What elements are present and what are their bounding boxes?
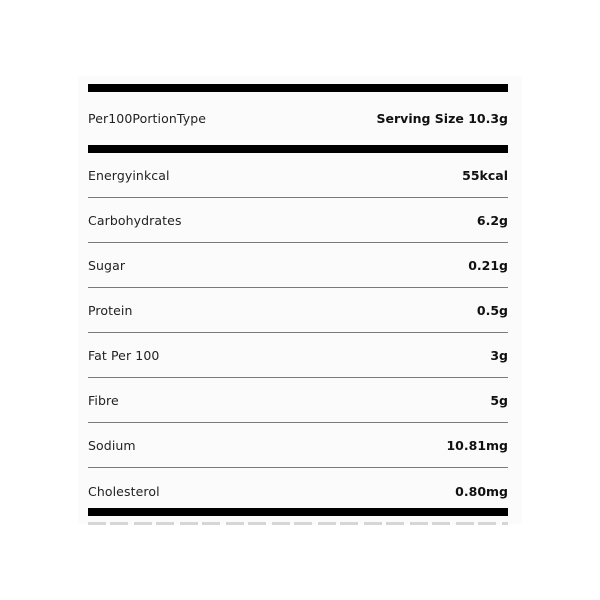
nutrient-value: 0.5g: [476, 302, 508, 318]
nutrient-value: 6.2g: [476, 212, 508, 228]
serving-size-value: Serving Size 10.3g: [376, 111, 508, 126]
nutrient-label: Cholesterol: [88, 483, 160, 499]
nutrient-label: Sodium: [88, 437, 136, 453]
nutrient-value: 3g: [490, 347, 508, 363]
header-label: Per100PortionType: [88, 111, 207, 126]
table-header-row: [88, 92, 508, 145]
nutrient-label: Fibre: [88, 392, 119, 408]
header-divider: [88, 145, 508, 153]
nutrition-table: [88, 84, 508, 514]
nutrient-value: 0.21g: [468, 257, 508, 273]
table-row: [88, 288, 508, 333]
table-row: [88, 378, 508, 423]
nutrient-value: 55kcal: [462, 167, 508, 183]
nutrient-value: 0.80mg: [455, 483, 508, 499]
cropped-footnote: [88, 520, 508, 526]
top-divider: [88, 84, 508, 92]
nutrient-label: Protein: [88, 302, 133, 318]
table-row: [88, 333, 508, 378]
nutrient-value: 5g: [490, 392, 508, 408]
bottom-divider: [88, 508, 508, 516]
nutrient-label: Energyinkcal: [88, 167, 170, 183]
table-row: [88, 198, 508, 243]
nutrient-label: Sugar: [88, 257, 126, 273]
nutrient-value: 10.81mg: [446, 437, 508, 453]
table-row: [88, 153, 508, 198]
nutrient-label: Fat Per 100: [88, 347, 160, 363]
table-row: [88, 243, 508, 288]
table-row: [88, 423, 508, 468]
nutrient-label: Carbohydrates: [88, 212, 182, 228]
